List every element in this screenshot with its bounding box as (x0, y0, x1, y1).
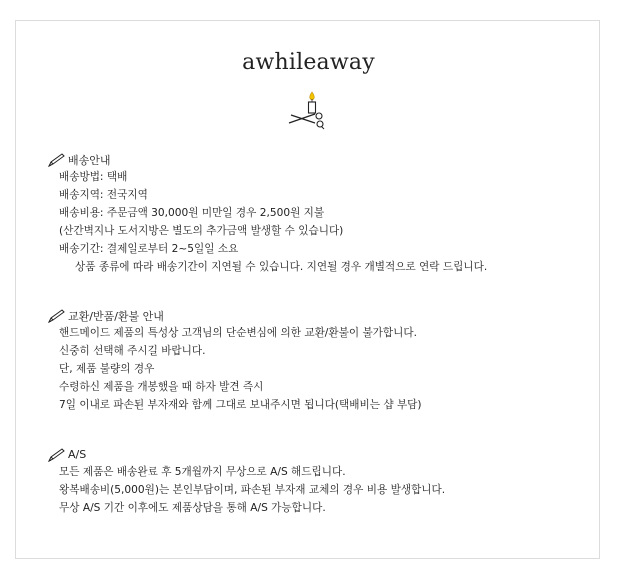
text-line: 신중히 선택해 주시길 바랍니다. (59, 345, 206, 357)
pen-icon (48, 153, 66, 167)
pen-icon (48, 448, 66, 462)
text-line: 배송지역: 전국지역 (59, 189, 148, 201)
text-line: 왕복배송비(5,000원)는 본인부담이며, 파손된 부자재 교체의 경우 비용 발생합니다. (59, 484, 446, 496)
text-line: (산간벽지나 도서지방은 별도의 추가금액 발생할 수 있습니다) (59, 225, 344, 237)
section-heading (48, 151, 487, 168)
text-line: 수령하신 제품을 개봉했을 때 하자 발견 즉시 (59, 381, 264, 393)
text-line: 배송방법: 택배 (59, 171, 128, 183)
text-line: 핸드메이드 제품의 특성상 고객님의 단순변심에 의한 교환/환불이 불가합니다. (59, 327, 417, 339)
section-heading-text: A/S (68, 448, 87, 461)
text-line: 7일 이내로 파손된 부자재와 함께 그대로 보내주시면 됩니다(택배비는 샵 부담) (59, 399, 422, 411)
text-line: 단, 제품 불량의 경우 (59, 363, 155, 375)
text-line: 무상 A/S 기간 이후에도 제품상담을 통해 A/S 가능합니다. (59, 502, 326, 514)
section-shipping (48, 151, 487, 276)
section-heading (48, 307, 422, 324)
text-line: 모든 제품은 배송완료 후 5개월까지 무상으로 A/S 해드립니다. (59, 466, 346, 478)
section-as (48, 446, 445, 517)
section-heading-text: 교환/반품/환불 안내 (68, 309, 164, 323)
brand-title: awhileaway (242, 50, 375, 75)
pen-icon (48, 309, 66, 323)
section-heading-text: 배송안내 (68, 153, 111, 167)
text-line: 배송기간: 결제일로부터 2~5일일 소요 (59, 243, 239, 255)
candle-scissors-icon (285, 90, 329, 130)
section-exchange (48, 307, 422, 414)
text-line: 배송비용: 주문금액 30,000원 미만일 경우 2,500원 지불 (59, 207, 325, 219)
text-line: 상품 종류에 따라 배송기간이 지연될 수 있습니다. 지연될 경우 개별적으로 연락 드립니다. (75, 261, 488, 273)
section-heading (48, 446, 445, 463)
